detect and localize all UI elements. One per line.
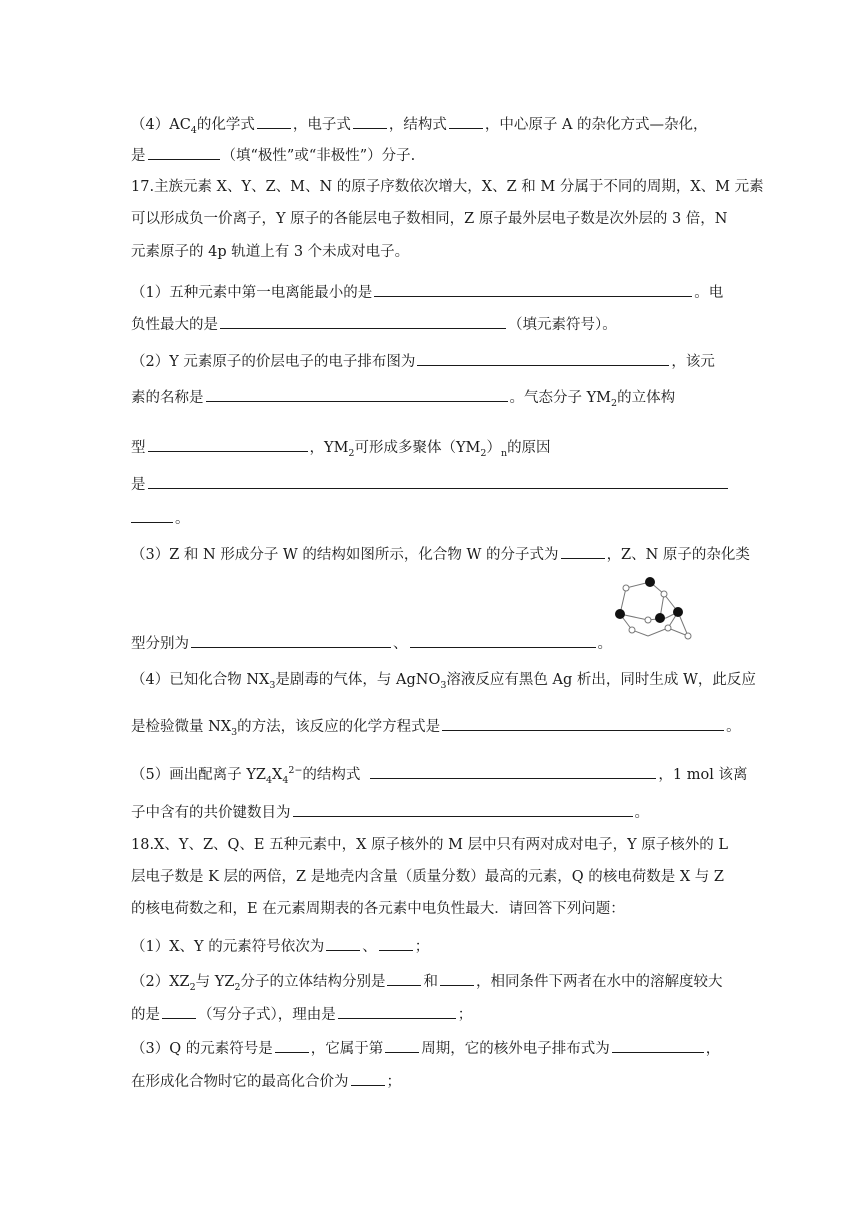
superscript: 2−	[288, 765, 303, 777]
q18-text: （1）X、Y 的元素符号依次为	[131, 939, 325, 955]
answer-blank[interactable]	[449, 113, 483, 129]
q17-text: 负性最大的是	[131, 317, 218, 333]
subscript: 3	[269, 679, 276, 691]
q18-text: （2）XZ	[131, 974, 190, 990]
q17-part2-line2	[131, 386, 675, 408]
q18-text: （3）Q 的元素符号是	[131, 1041, 273, 1057]
answer-blank[interactable]	[374, 281, 692, 297]
q17-text: 是	[131, 477, 146, 493]
subscript: 4	[265, 774, 273, 786]
q18-text: 、	[362, 939, 377, 955]
n-atoms	[615, 577, 683, 623]
q16-part4-line2	[131, 144, 415, 166]
q17-text: 型	[131, 440, 146, 456]
q17-text: 。	[634, 805, 649, 821]
answer-blank[interactable]	[561, 543, 605, 559]
q17-text: 是剧毒的气体，与 AgNO	[275, 672, 441, 688]
q17-text: ，Z、N 原子的杂化类	[606, 547, 750, 563]
q17-text: （填元素符号）。	[508, 317, 617, 333]
q16-part4-line1	[131, 113, 708, 135]
q17-part2-line5	[131, 507, 190, 529]
answer-blank[interactable]	[206, 386, 508, 402]
subscript: 4	[190, 124, 197, 136]
q16-text: 的化学式	[196, 117, 255, 133]
q17-part3-line2	[131, 632, 612, 654]
q17-intro-line2: 可以形成负一价离子，Y 原子的各能层电子数相同，Z 原子最外层电子数是次外层的 3 倍，N	[131, 211, 728, 227]
answer-blank[interactable]	[612, 1037, 704, 1053]
answer-blank[interactable]	[275, 1037, 309, 1053]
answer-blank[interactable]	[417, 350, 669, 366]
answer-blank[interactable]	[162, 1003, 196, 1019]
molecule-w-structure-figure	[606, 568, 702, 648]
subscript: 2	[348, 447, 355, 459]
answer-blank[interactable]	[410, 632, 596, 648]
q17-text: 素的名称是	[131, 390, 204, 406]
q17-text: ）	[486, 440, 501, 456]
q18-text: ；	[457, 1007, 473, 1023]
q18-text: ；	[386, 1074, 401, 1090]
answer-blank[interactable]	[293, 801, 633, 817]
q16-text: ，电子式	[292, 117, 351, 133]
q18-text: ；	[414, 939, 430, 955]
answer-blank[interactable]	[338, 1003, 456, 1019]
q17-text: 、	[393, 636, 408, 652]
q17-text: 。	[597, 636, 612, 652]
subscript: 3	[440, 679, 447, 691]
q17-text: X	[272, 767, 283, 783]
answer-blank[interactable]	[257, 113, 291, 129]
q17-text: 的立体构	[617, 390, 676, 406]
q17-text: 型分别为	[131, 636, 189, 652]
q17-text: （1）五种元素中第一电离能最小的是	[131, 285, 373, 301]
q17-text: 。	[175, 511, 190, 527]
q17-text: 的结构式	[302, 767, 361, 783]
answer-blank[interactable]	[440, 970, 474, 986]
q18-text: ，	[705, 1041, 721, 1057]
q18-part1-line	[131, 935, 429, 957]
q17-intro-line1: 17.主族元素 X、Y、Z、M、N 的原子序数依次增大，X、Z 和 M 分属于不同的周期，X、M 元素	[131, 179, 764, 195]
q18-text: ，相同条件下两者在水中的溶解度较大	[475, 974, 723, 990]
answer-blank[interactable]	[148, 144, 220, 160]
q17-part5-line1	[131, 763, 747, 785]
answer-blank[interactable]	[387, 970, 421, 986]
q17-text: ，YM	[309, 440, 349, 456]
q17-text: ，该元	[671, 354, 715, 370]
q17-text: （5）画出配离子 YZ	[131, 767, 266, 783]
q17-part3-line1	[131, 543, 750, 565]
subscript: 3	[231, 726, 238, 738]
q18-intro-line2: 层电子数是 K 层的两倍，Z 是地壳内含量（质量分数）最高的元素，Q 的核电荷数是 X 与 Z	[131, 869, 724, 885]
q17-text: （3）Z 和 N 形成分子 W 的结构如图所示，化合物 W 的分子式为	[131, 547, 559, 563]
q18-text: 与 YZ	[195, 974, 235, 990]
answer-blank[interactable]	[148, 436, 308, 452]
q18-part2-line2	[131, 1003, 472, 1025]
q18-intro-line3: 的核电荷数之和，E 在元素周期表的各元素中电负性最大．请回答下列问题：	[131, 901, 625, 917]
q17-text: 。	[726, 719, 741, 735]
q18-part3-line1	[131, 1037, 720, 1059]
q17-text: ，1 mol 该离	[658, 767, 748, 783]
answer-blank[interactable]	[326, 935, 360, 951]
answer-blank[interactable]	[148, 473, 728, 489]
q17-part2-line4	[131, 473, 730, 495]
q18-text: 在形成化合物时它的最高化合价为	[131, 1074, 349, 1090]
q18-text: 周期，它的核外电子排布式为	[421, 1041, 610, 1057]
answer-blank[interactable]	[191, 632, 391, 648]
q17-text: 。电	[694, 285, 724, 301]
q17-part1-line2	[131, 313, 617, 335]
q18-text: 的是	[131, 1007, 160, 1023]
q18-text: （写分子式），理由是	[198, 1007, 336, 1023]
q17-text: （2）Y 元素原子的价层电子的电子排布图为	[131, 354, 416, 370]
q17-text: 可形成多聚体（YM	[354, 440, 481, 456]
q16-text: （填“极性”或“非极性”）分子.	[221, 148, 416, 164]
answer-blank[interactable]	[370, 763, 656, 779]
q18-intro-line1: 18.X、Y、Z、Q、E 五种元素中，X 原子核外的 M 层中只有两对成对电子，Y 原子核外的 L	[131, 837, 729, 853]
q17-text: 的方法，该反应的化学方程式是	[237, 719, 441, 735]
subscript: 2	[234, 981, 241, 993]
q17-part1-line1	[131, 281, 723, 303]
answer-blank[interactable]	[353, 113, 387, 129]
q17-part2-line1	[131, 350, 715, 372]
q17-text: 是检验微量 NX	[131, 719, 232, 735]
q16-text: ，结构式	[388, 117, 447, 133]
q18-part2-line1	[131, 970, 722, 992]
q16-text: （4）AC	[131, 117, 191, 133]
q17-text: （4）已知化合物 NX	[131, 672, 270, 688]
q17-part4-line2	[131, 715, 741, 737]
subscript: n	[500, 447, 508, 459]
q18-part3-line2	[131, 1070, 401, 1092]
subscript: 2	[611, 397, 618, 409]
subscript: 4	[282, 774, 289, 786]
answer-blank[interactable]	[131, 507, 173, 523]
q17-text: 子中含有的共价键数目为	[131, 805, 291, 821]
answer-blank[interactable]	[351, 1070, 385, 1086]
q17-intro-line3: 元素原子的 4p 轨道上有 3 个未成对电子。	[131, 244, 410, 260]
q16-text: 是	[131, 148, 146, 164]
answer-blank[interactable]	[385, 1037, 419, 1053]
q17-part5-line2	[131, 801, 649, 823]
q18-text: 分子的立体结构分别是	[240, 974, 386, 990]
q18-text: 和	[423, 974, 438, 990]
answer-blank[interactable]	[220, 313, 506, 329]
q17-part4-line1	[131, 670, 756, 690]
q17-text: 。气态分子 YM	[509, 390, 612, 406]
answer-blank[interactable]	[379, 935, 413, 951]
q17-text: 溶液反应有黑色 Ag 析出，同时生成 W，此反应	[446, 672, 756, 688]
answer-blank[interactable]	[442, 715, 724, 731]
q17-text: 的原因	[507, 440, 551, 456]
subscript: 2	[189, 981, 196, 993]
q17-part2-line3	[131, 436, 551, 458]
q18-text: ，它属于第	[310, 1041, 384, 1057]
subscript: 2	[480, 447, 487, 459]
q16-text: ，中心原子 A 的杂化方式—杂化，	[484, 117, 708, 133]
